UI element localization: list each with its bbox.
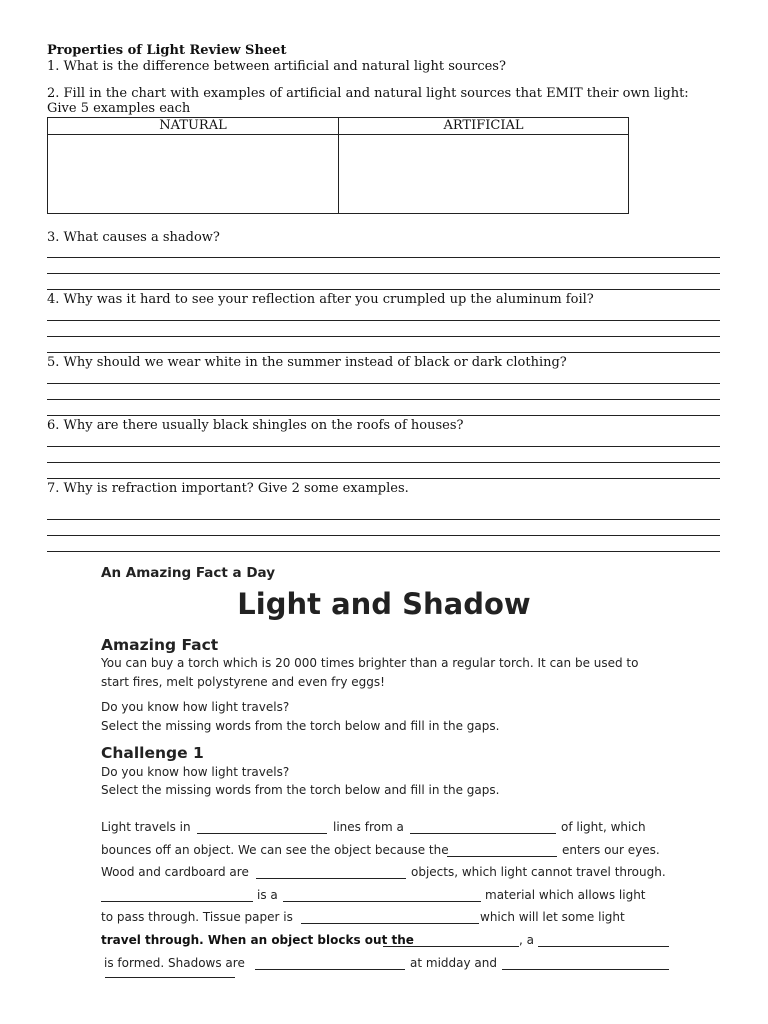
answer-line[interactable] <box>47 336 720 337</box>
answer-line[interactable] <box>47 551 720 552</box>
challenge-text-line: Do you know how light travels? <box>101 765 290 779</box>
answer-line[interactable] <box>47 257 720 258</box>
fill-gap[interactable] <box>301 923 479 924</box>
fact-kicker: An Amazing Fact a Day <box>101 565 276 581</box>
natural-answer-cell[interactable] <box>48 135 339 214</box>
cloze-text: lines from a <box>333 820 404 834</box>
question-3: 3. What causes a shadow? <box>47 230 220 245</box>
intro-text-line: Do you know how light travels? <box>101 700 290 714</box>
fill-gap[interactable] <box>256 878 406 879</box>
question-2-line-1: 2. Fill in the chart with examples of artificial and natural light sources that EMIT their own light: <box>47 86 689 101</box>
answer-line[interactable] <box>47 415 720 416</box>
fill-gap[interactable] <box>410 833 556 834</box>
question-4: 4. Why was it hard to see your reflection after you crumpled up the aluminum foil? <box>47 292 594 307</box>
artificial-answer-cell[interactable] <box>339 135 629 214</box>
fact-heading: Amazing Fact <box>101 636 219 654</box>
answer-line[interactable] <box>47 446 720 447</box>
chart-header-artificial: ARTIFICIAL <box>339 118 629 135</box>
fill-gap[interactable] <box>447 856 557 857</box>
cloze-text: , a <box>519 933 534 947</box>
cloze-text: at midday and <box>410 956 497 970</box>
cloze-text: bounces off an object. We can see the object because the <box>101 843 449 857</box>
challenge-text-line: Select the missing words from the torch below and fill in the gaps. <box>101 783 500 797</box>
fill-gap[interactable] <box>105 977 235 978</box>
cloze-text: to pass through. Tissue paper is <box>101 910 293 924</box>
question-2-line-2: Give 5 examples each <box>47 101 191 116</box>
fill-gap[interactable] <box>255 969 405 970</box>
fill-gap[interactable] <box>383 946 519 947</box>
cloze-text: is a <box>257 888 278 902</box>
answer-line[interactable] <box>47 535 720 536</box>
answer-line[interactable] <box>47 399 720 400</box>
cloze-text: enters our eyes. <box>562 843 660 857</box>
fill-gap[interactable] <box>538 946 669 947</box>
cloze-text: which will let some light <box>480 910 625 924</box>
fact-text-line: start fires, melt polystyrene and even fry eggs! <box>101 675 385 689</box>
cloze-text: of light, which <box>561 820 646 834</box>
question-1: 1. What is the difference between artificial and natural light sources? <box>47 59 506 74</box>
page-title: Light and Shadow <box>237 587 531 621</box>
cloze-text: Light travels in <box>101 820 191 834</box>
answer-line[interactable] <box>47 519 720 520</box>
challenge-heading: Challenge 1 <box>101 744 204 762</box>
fill-gap[interactable] <box>101 901 253 902</box>
cloze-text: objects, which light cannot travel through. <box>411 865 666 879</box>
question-5: 5. Why should we wear white in the summer instead of black or dark clothing? <box>47 355 567 370</box>
answer-line[interactable] <box>47 462 720 463</box>
question-7: 7. Why is refraction important? Give 2 some examples. <box>47 481 409 496</box>
answer-line[interactable] <box>47 320 720 321</box>
fill-gap[interactable] <box>197 833 327 834</box>
cloze-text: material which allows light <box>485 888 646 902</box>
answer-line[interactable] <box>47 478 720 479</box>
answer-line[interactable] <box>47 352 720 353</box>
answer-line[interactable] <box>47 289 720 290</box>
fill-gap[interactable] <box>502 969 669 970</box>
chart-header-natural: NATURAL <box>48 118 339 135</box>
light-sources-chart <box>47 117 629 214</box>
cloze-text: is formed. Shadows are <box>104 956 245 970</box>
question-6: 6. Why are there usually black shingles on the roofs of houses? <box>47 418 464 433</box>
fill-gap[interactable] <box>283 901 481 902</box>
cloze-text: travel through. When an object blocks out the <box>101 933 414 947</box>
intro-text-line: Select the missing words from the torch below and fill in the gaps. <box>101 719 500 733</box>
answer-line[interactable] <box>47 383 720 384</box>
answer-line[interactable] <box>47 273 720 274</box>
cloze-text: Wood and cardboard are <box>101 865 249 879</box>
review-title: Properties of Light Review Sheet <box>47 43 287 58</box>
fact-text-line: You can buy a torch which is 20 000 times brighter than a regular torch. It can be used to <box>101 656 639 670</box>
